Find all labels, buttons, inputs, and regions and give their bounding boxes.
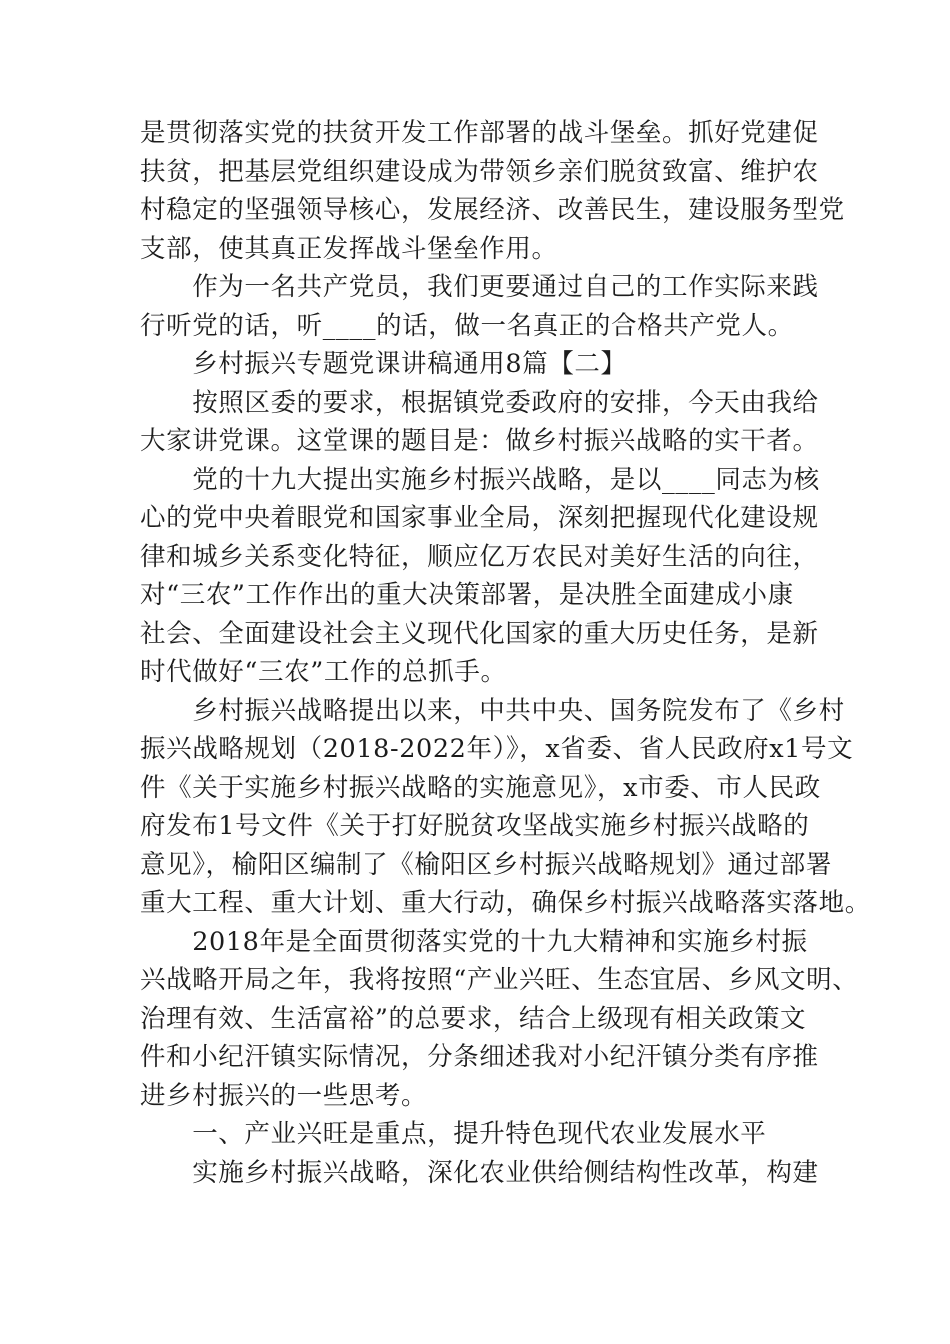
text-line: 时代做好“三农”工作的总抓手。 xyxy=(140,657,507,687)
text-line: 对“三农”工作作出的重大决策部署，是决胜全面建成小康 xyxy=(140,580,794,610)
text-line: 是贯彻落实党的扶贫开发工作部署的战斗堡垒。抓好党建促 xyxy=(140,118,819,148)
text-line: 按照区委的要求，根据镇党委政府的安排，今天由我给 xyxy=(140,387,819,418)
text-line: 实施乡村振兴战略，深化农业供给侧结构性改革，构建 xyxy=(140,1157,819,1188)
text-line: 意见》，榆阳区编制了《榆阳区乡村振兴战略规划》通过部署 xyxy=(140,849,832,880)
text-line: 乡村振兴战略提出以来，中共中央、国务院发布了《乡村 xyxy=(140,695,845,726)
text-line: 作为一名共产党员，我们更要通过自己的工作实际来践 xyxy=(140,272,819,302)
text-line: 村稳定的坚强领导核心，发展经济、改善民生，建设服务型党 xyxy=(140,195,845,225)
document-body xyxy=(140,114,871,1192)
text-line: 府发布1号文件《关于打好脱贫攻坚战实施乡村振兴战略的 xyxy=(140,811,810,841)
text-line: 进乡村振兴的一些思考。 xyxy=(140,1080,428,1111)
text-line: 扶贫，把基层党组织建设成为带领乡亲们脱贫致富、维护农 xyxy=(140,156,819,187)
text-line: 兴战略开局之年，我将按照“产业兴旺、生态宜居、乡风文明、 xyxy=(140,965,859,995)
text-line: 2018年是全面贯彻落实党的十九大精神和实施乡村振 xyxy=(140,926,808,957)
text-line: 件《关于实施乡村振兴战略的实施意见》，x市委、市人民政 xyxy=(140,772,821,803)
text-line: 治理有效、生活富裕”的总要求，结合上级现有相关政策文 xyxy=(140,1003,807,1034)
text-line: 振兴战略规划（2018-2022年）》，x省委、省人民政府x1号文 xyxy=(140,734,854,764)
section-heading: 一、产业兴旺是重点，提升特色现代农业发展水平 xyxy=(140,1119,767,1149)
text-line: 行听党的话，听____的话，做一名真正的合格共产党人。 xyxy=(140,310,794,341)
text-line: 社会、全面建设社会主义现代化国家的重大历史任务，是新 xyxy=(140,618,819,649)
text-line: 律和城乡关系变化特征，顺应亿万农民对美好生活的向往， xyxy=(140,541,819,572)
text-line: 件和小纪汗镇实际情况，分条细述我对小纪汗镇分类有序推 xyxy=(140,1042,819,1072)
text-line: 党的十九大提出实施乡村振兴战略，是以____同志为核 xyxy=(140,464,820,495)
text-line: 大家讲党课。这堂课的题目是：做乡村振兴战略的实干者。 xyxy=(140,426,819,456)
text-line: 心的党中央着眼党和国家事业全局，深刻把握现代化建设规 xyxy=(140,503,819,533)
text-line: 重大工程、重大计划、重大行动，确保乡村振兴战略落实落地。 xyxy=(140,888,871,918)
text-line: 支部，使其真正发挥战斗堡垒作用。 xyxy=(140,233,558,264)
section-heading: 乡村振兴专题党课讲稿通用8篇【二】 xyxy=(140,349,627,379)
